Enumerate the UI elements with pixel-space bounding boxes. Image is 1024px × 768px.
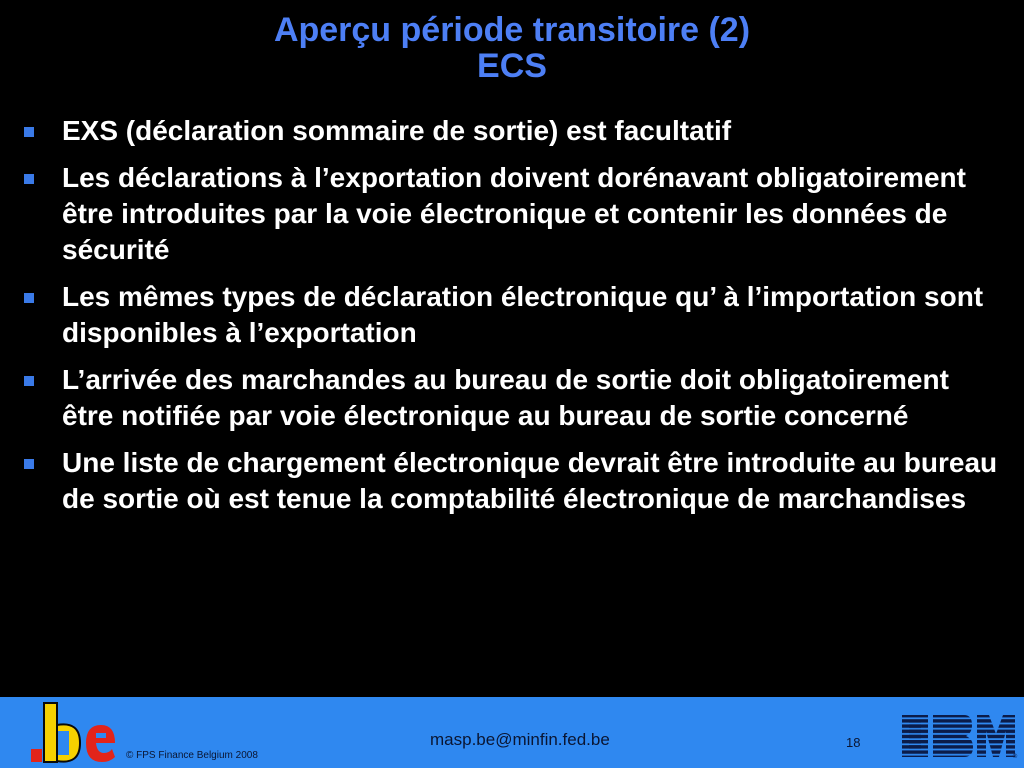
square-bullet-icon <box>24 459 34 469</box>
slide-title-line-2: ECS <box>477 47 547 85</box>
square-bullet-icon <box>24 376 34 386</box>
bullet-item <box>0 160 1024 268</box>
square-bullet-icon <box>24 174 34 184</box>
be-logo-text: .be <box>30 701 32 702</box>
bullet-text: L’arrivée des marchandes au bureau de sortie doit obligatoirement être notifiée par voie électronique au bureau de sortie concerné <box>62 364 949 431</box>
square-bullet-icon <box>24 293 34 303</box>
bullet-text: Les déclarations à l’exportation doivent dorénavant obligatoirement être introduites par la voie électronique et contenir les données de sécurité <box>62 162 966 265</box>
bullet-item <box>0 445 1024 517</box>
page-number: 18 <box>846 735 861 750</box>
square-bullet-icon <box>24 127 34 137</box>
slide-title <box>0 12 1024 84</box>
contact-email: masp.be@minfin.fed.be <box>430 730 610 749</box>
ibm-logo <box>900 714 1018 760</box>
be-logo <box>30 701 116 765</box>
footer-bar <box>0 697 1024 768</box>
bullet-item <box>0 113 1024 149</box>
bullet-item <box>0 362 1024 434</box>
bullet-text: EXS (déclaration sommaire de sortie) est facultatif <box>62 115 732 146</box>
bullet-text: Une liste de chargement électronique devrait être introduite au bureau de sortie où est tenue la comptabilité électronique de marchandises <box>62 447 998 514</box>
bullet-item <box>0 279 1024 351</box>
ibm-registered-mark: ® <box>1012 753 1018 760</box>
bullet-list <box>0 113 1024 528</box>
slide-title-line-1: Aperçu période transitoire (2) <box>273 11 751 49</box>
bullet-text: Les mêmes types de déclaration électronique qu’ à l’importation sont disponibles à l’exportation <box>62 281 984 348</box>
copyright-text: © FPS Finance Belgium 2008 <box>126 750 258 761</box>
